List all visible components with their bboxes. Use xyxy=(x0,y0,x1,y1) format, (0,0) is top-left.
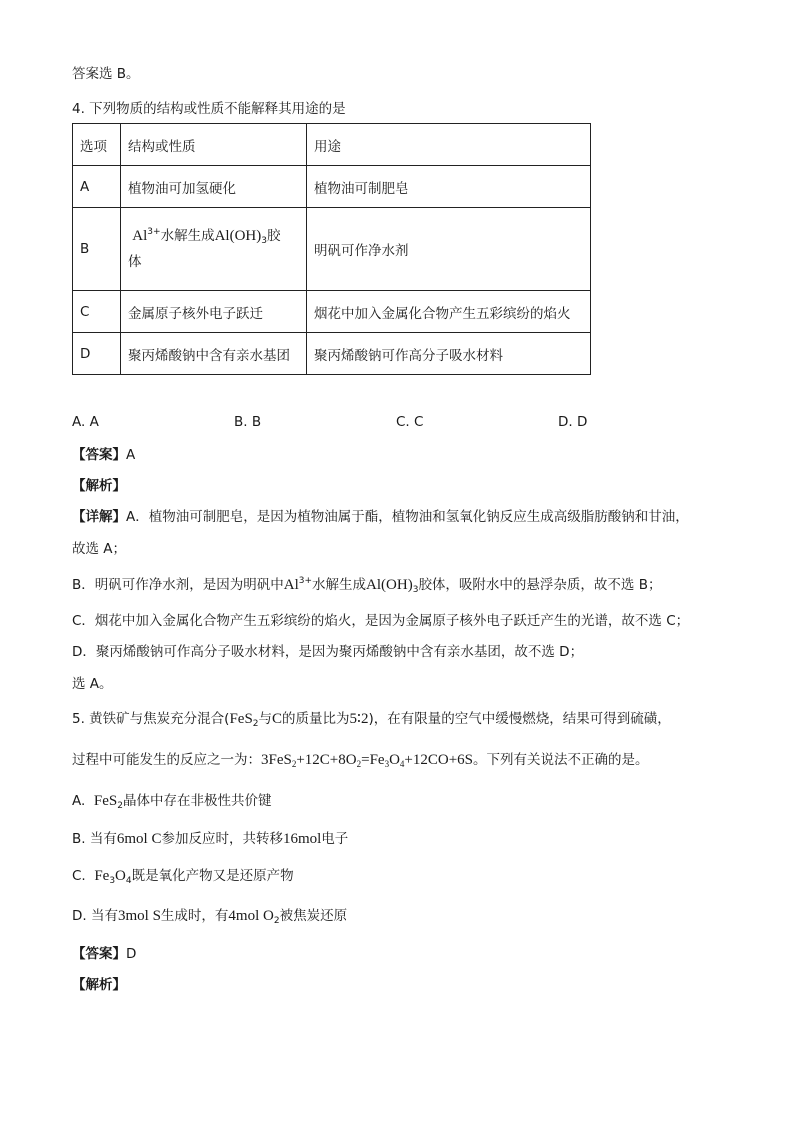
stem-text: 的质量比为 xyxy=(282,711,350,727)
stem-text: 。下列有关说法不正确的是。 xyxy=(473,752,649,768)
stem-text: 5. 黄铁矿与焦炭充分混合( xyxy=(72,711,230,727)
q4-stem: 4. 下列物质的结构或性质不能解释其用途的是 xyxy=(72,101,346,117)
table-cell-property: 聚丙烯酸钠中含有亲水基团 xyxy=(121,333,307,375)
al-oh-formula: Al(OH) xyxy=(214,228,262,244)
q4-conclusion: 选 A。 xyxy=(72,676,113,692)
al-ion-charge: 3+ xyxy=(147,227,161,237)
detail-label: 【详解】 xyxy=(72,509,126,525)
table-cell-option: C xyxy=(73,291,121,333)
table-cell-option: B xyxy=(73,208,121,291)
fe3o4-formula: Fe xyxy=(94,868,110,884)
prop-text: 体 xyxy=(128,254,142,270)
option-label: A. xyxy=(72,793,86,809)
table-header-cell: 选项 xyxy=(73,124,121,166)
q5-analysis-label: 【解析】 xyxy=(72,977,126,993)
formula-subscript: 3 xyxy=(261,236,267,246)
q5-stem-line2 xyxy=(72,750,649,770)
table-cell-property: 植物油可加氢硬化 xyxy=(121,166,307,208)
option-label: C. xyxy=(72,868,86,884)
al-ion: Al xyxy=(132,228,148,244)
stem-text: )，在有限量的空气中缓慢燃烧，结果可得到硫磺， xyxy=(368,711,671,727)
table-row xyxy=(73,208,591,291)
eq-part: +12C+8O xyxy=(296,752,357,768)
q5-option-a xyxy=(72,791,271,811)
eq-subscript: 4 xyxy=(399,759,405,769)
table-row xyxy=(73,291,591,333)
eq-subscript: 2 xyxy=(356,759,362,769)
detail-text: B．明矾可作净水剂，是因为明矾中 xyxy=(72,577,284,593)
table-header-cell: 用途 xyxy=(307,124,591,166)
table-header-cell: 结构或性质 xyxy=(121,124,307,166)
option-text: 电子 xyxy=(321,831,349,847)
q5-option-c xyxy=(72,866,294,886)
table-cell-use: 聚丙烯酸钠可作高分子吸水材料 xyxy=(307,333,591,375)
q4-detail-b xyxy=(72,575,662,595)
option-text: 参加反应时，共转移 xyxy=(161,831,283,847)
q5-option-d xyxy=(72,906,347,926)
table-row xyxy=(73,166,591,208)
eq-part: O xyxy=(389,752,400,768)
table-cell-option: A xyxy=(73,166,121,208)
option-text: 既是氧化产物又是还原产物 xyxy=(131,868,294,884)
table-cell-option: D xyxy=(73,333,121,375)
amount: 3mol S xyxy=(117,908,161,924)
prop-text: 水解生成 xyxy=(160,228,215,244)
fe3o4-formula: O xyxy=(115,868,126,884)
amount: 6mol C xyxy=(116,831,162,847)
q4-detail-d: D．聚丙烯酸钠可作高分子吸水材料，是因为聚丙烯酸钠中含有亲水基团，故不选 D； xyxy=(72,644,584,660)
prev-answer-line: 答案选 B。 xyxy=(72,66,140,82)
q4-option-b: B. B xyxy=(234,414,262,430)
q4-table xyxy=(72,123,591,375)
fes2-formula: FeS xyxy=(229,711,253,727)
answer-label: 【答案】 xyxy=(72,447,126,463)
table-cell-use: 烟花中加入金属化合物产生五彩缤纷的焰火 xyxy=(307,291,591,333)
formula-subscript: 2 xyxy=(252,719,259,729)
table-row xyxy=(73,333,591,375)
eq-part: =Fe xyxy=(361,752,385,768)
prop-text: 胶 xyxy=(266,228,281,244)
table-header-row xyxy=(73,124,591,166)
formula-subscript: 3 xyxy=(412,585,419,595)
table-cell-use: 植物油可制肥皂 xyxy=(307,166,591,208)
table-cell-property: 金属原子核外电子跃迁 xyxy=(121,291,307,333)
option-text: 被焦炭还原 xyxy=(279,908,348,924)
stem-text: 与 xyxy=(258,711,273,727)
q4-answer xyxy=(72,445,135,465)
detail-text: 水解生成 xyxy=(312,577,367,593)
q4-option-d: D. D xyxy=(558,414,588,430)
q5-option-b xyxy=(72,829,348,849)
table-cell-use: 明矾可作净水剂 xyxy=(307,208,591,291)
al-ion: Al xyxy=(283,577,299,593)
q4-detail-a-line1 xyxy=(72,507,689,527)
q4-analysis-label: 【解析】 xyxy=(72,478,126,494)
al-ion-charge: 3+ xyxy=(298,576,313,586)
amount: 16mol xyxy=(282,831,322,847)
option-text: B. 当有 xyxy=(72,831,117,847)
q4-option-a: A. A xyxy=(72,414,99,430)
q4-option-c: C. C xyxy=(396,414,424,430)
option-text: D. 当有 xyxy=(72,908,118,924)
answer-label: 【答案】 xyxy=(72,946,126,962)
option-text: 生成时，有 xyxy=(160,908,229,924)
formula-subscript: 3 xyxy=(109,876,116,886)
eq-part: +12CO+6S xyxy=(404,752,474,768)
eq-subscript: 3 xyxy=(384,759,390,769)
formula-subscript: 2 xyxy=(117,801,123,811)
table-cell-property xyxy=(121,208,307,291)
detail-text: A．植物油可制肥皂，是因为植物油属于酯，植物油和氢氧化钠反应生成高级脂肪酸钠和甘油， xyxy=(126,509,689,525)
q4-detail-a-line2: 故选 A； xyxy=(72,541,127,557)
formula-subscript: 2 xyxy=(273,916,280,926)
carbon-symbol: C xyxy=(272,711,283,727)
amount: 4mol O xyxy=(228,908,274,924)
q5-answer xyxy=(72,944,136,964)
stem-text: 过程中可能发生的反应之一为： xyxy=(72,752,261,768)
detail-text: 胶体，吸附水中的悬浮杂质，故不选 B； xyxy=(418,577,662,593)
reaction-equation xyxy=(261,752,473,768)
formula-subscript: 4 xyxy=(125,876,132,886)
answer-value: A xyxy=(126,447,136,463)
option-text: 晶体中存在非极性共价键 xyxy=(122,793,272,809)
mass-ratio: 5∶2 xyxy=(349,711,369,727)
eq-subscript: 2 xyxy=(291,759,297,769)
q4-detail-c: C．烟花中加入金属化合物产生五彩缤纷的焰火，是因为金属原子核外电子跃迁产生的光谱，故不选 C； xyxy=(72,613,690,629)
answer-value: D xyxy=(126,946,137,962)
al-oh-formula: Al(OH) xyxy=(366,577,413,593)
fes2-formula: FeS xyxy=(93,793,118,809)
eq-part: 3FeS xyxy=(261,752,292,768)
q5-stem-line1 xyxy=(72,709,671,729)
